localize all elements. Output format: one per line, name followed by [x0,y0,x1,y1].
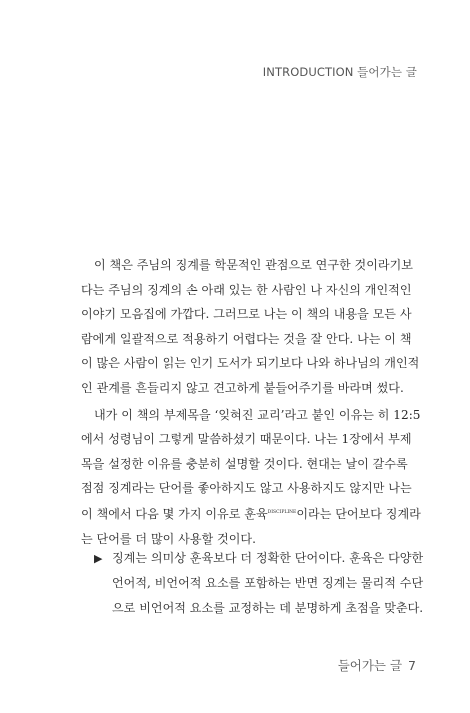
text-line: 에서 성령님이 그렇게 말씀하셨기 때문이다. 나는 1장에서 부제 [81,432,412,447]
text-line: 목을 설정한 이유를 충분히 설명할 것이다. 현대는 날이 갈수록 [81,456,408,471]
running-header: INTRODUCTION 들어가는 글 [262,65,417,79]
triangle-bullet-icon: ▶ [94,552,103,565]
text-line: 내가 이 책의 부제목을 ‘잊혀진 교리’라고 붙인 이유는 히 12:5 [94,407,421,422]
body-text [81,253,421,553]
text-line: 으로 비언어적 요소를 교정하는 데 분명하게 초점을 맞춘다. [112,601,424,615]
text-line: 다는 주님의 징계의 손 아래 있는 한 사람인 나 자신의 개인적인 [81,282,412,297]
paragraph-2 [81,403,421,552]
text-line: 이 책은 주님의 징계를 학문적인 관점으로 연구한 것이라기보 [94,258,413,272]
text-line [81,501,421,527]
text-line: 점점 징계라는 단어를 좋아하지도 않고 사용하지도 않지만 나는 [81,481,412,496]
discipline-superscript: DISCIPLINE [267,509,297,515]
text-line: 람에게 일괄적으로 적용하기 어렵다는 것을 잘 안다. 나는 이 책 [81,331,412,346]
text-line: 이 많은 사람이 읽는 인기 도서가 되기보다 나와 하나님의 개인적 [81,356,420,371]
page-number: 7 [408,658,416,673]
text-line: 인 관계를 흔들리지 않고 견고하게 붙들어주기를 바라며 썼다. [81,380,404,395]
paragraph-1 [81,253,420,401]
line-segment: 이 책에서 다음 몇 가지 이유로 훈육 [81,506,268,521]
page-footer [338,656,416,674]
bullet-point [94,546,424,621]
line-segment: 이라는 단어보다 징계라 [296,506,421,521]
text-line: 이야기 모음집에 가깝다. 그러므로 나는 이 책의 내용을 모든 사 [81,307,412,322]
text-line: 징계는 의미상 훈육보다 더 정확한 단어이다. 훈육은 다양한 [112,551,424,565]
footer-section-title: 들어가는 글 [337,658,403,673]
text-line: 언어적, 비언어적 요소를 포함하는 반면 징계는 물리적 수단 [112,576,424,590]
text-line: 는 단어를 더 많이 사용할 것이다. [81,531,256,546]
